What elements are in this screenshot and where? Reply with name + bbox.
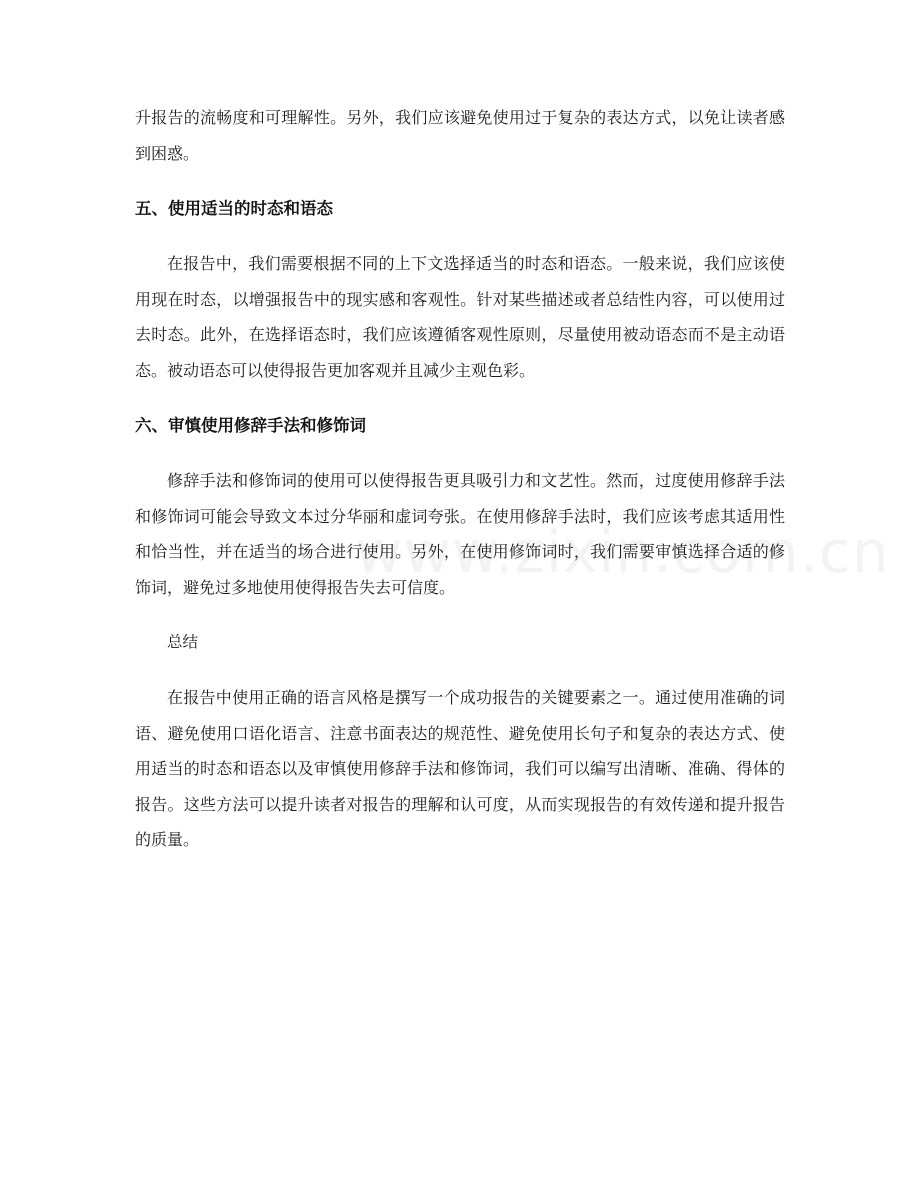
paragraph-section-6: 修辞手法和修饰词的使用可以使得报告更具吸引力和文艺性。然而，过度使用修辞手法和修饰词可能会导致文本过分华丽和虚词夸张。在使用修辞手法时，我们应该考虑其适用性和恰当性，并在适当的场合进行使用。另外，在使用修饰词时，我们需要审慎选择合适的修饰词，避免过多地使用使得报告失去可信度。 [135,471,785,597]
section-heading-6: 六、审慎使用修辞手法和修饰词 [135,416,366,435]
paragraph-intro: 升报告的流畅度和可理解性。另外，我们应该避免使用过于复杂的表达方式，以免让读者感到困惑。 [135,108,785,163]
document-body [135,100,785,878]
paragraph-section-5: 在报告中，我们需要根据不同的上下文选择适当的时态和语态。一般来说，我们应该使用现在时态，以增强报告中的现实感和客观性。针对某些描述或者总结性内容，可以使用过去时态。此外，在选择语态时，我们应该遵循客观性原则，尽量使用被动语态而不是主动语态。被动语态可以使得报告更加客观并且减少主观色彩。 [135,254,785,380]
section-heading-5: 五、使用适当的时态和语态 [135,199,333,218]
paragraph-summary: 在报告中使用正确的语言风格是撰写一个成功报告的关键要素之一。通过使用准确的词语、避免使用口语化语言、注意书面表达的规范性、避免使用长句子和复杂的表达方式、使用适当的时态和语态以及审慎使用修辞手法和修饰词，我们可以编写出清晰、准确、得体的报告。这些方法可以提升读者对报告的理解和认可度，从而实现报告的有效传递和提升报告的质量。 [135,688,785,849]
summary-label: 总结 [167,633,199,651]
